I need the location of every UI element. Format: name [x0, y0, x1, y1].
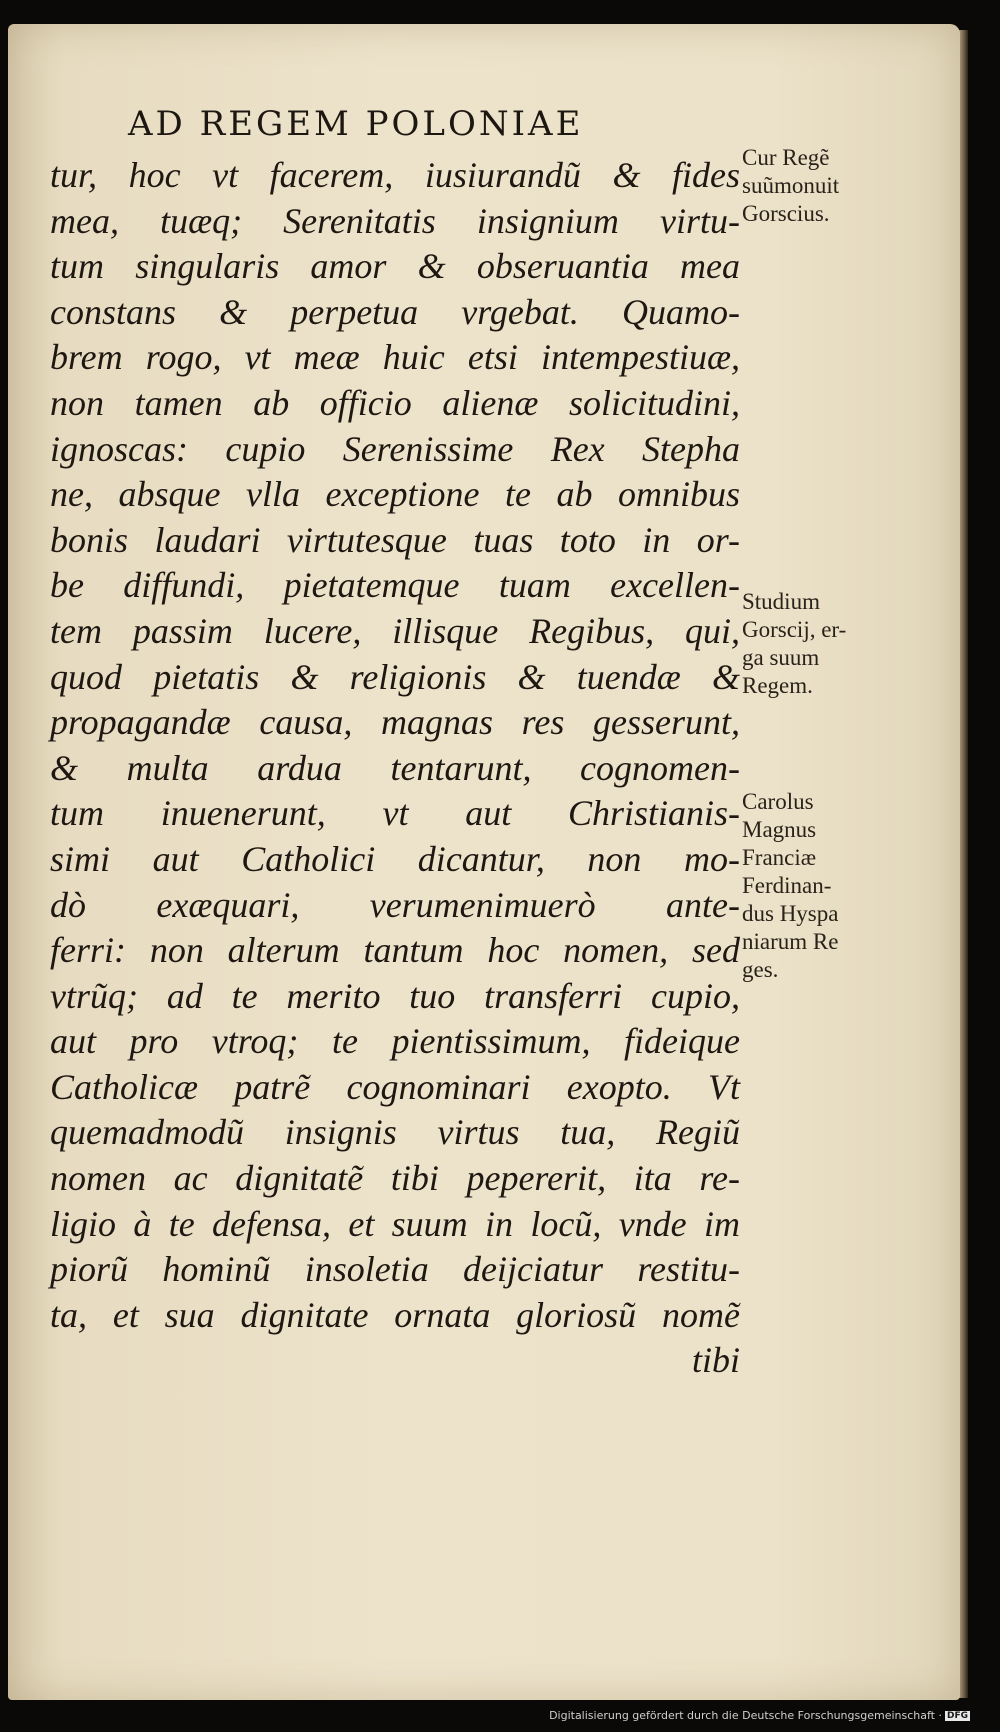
text-line: simi aut Catholici dicantur, non mo- — [50, 838, 740, 879]
text-line: aut pro vtroq; te pientissimum, fideique — [50, 1021, 740, 1062]
text-line: nomen ac dignitatẽ tibi pepererit, ita re- — [50, 1158, 740, 1199]
marginal-line: ges. — [742, 957, 779, 982]
text-line: tum inuenerunt, vt aut Christianis- — [50, 793, 740, 834]
text-line: propagandæ causa, magnas res gesserunt, — [50, 702, 740, 743]
footer-text: Digitalisierung gefördert durch die Deutsche Forschungsgemeinschaft · — [549, 1709, 942, 1722]
text-line: tum singularis amor & obseruantia mea — [50, 246, 740, 287]
text-line: quemadmodũ insignis virtus tua, Regiũ — [50, 1112, 740, 1153]
marginal-line: Carolus — [742, 789, 814, 814]
text-line: ne, absque vlla exceptione te ab omnibus — [50, 474, 740, 515]
marginal-note-2 — [742, 588, 846, 700]
marginal-line: Studium — [742, 589, 820, 614]
text-line: & multa ardua tentarunt, cognomen- — [50, 747, 740, 788]
text-line: Catholicæ patrẽ cognominari exopto. Vt — [50, 1066, 740, 1107]
marginal-line: dus Hyspa — [742, 901, 839, 926]
marginal-line: Regem. — [742, 673, 813, 698]
main-text-block — [50, 153, 740, 1384]
text-line: brem rogo, vt meæ huic etsi intempestiuæ, — [50, 337, 740, 378]
marginal-line: Magnus — [742, 817, 817, 842]
dfg-logo: DFG — [946, 1711, 968, 1721]
text-line: mea, tuæq; Serenitatis insignium virtu- — [50, 200, 740, 241]
marginal-line: Gorscius. — [742, 201, 830, 226]
text-line: ignoscas: cupio Serenissime Rex Stepha — [50, 428, 740, 469]
marginal-line: Ferdinan- — [742, 873, 832, 898]
marginal-line: suũmonuit — [742, 173, 840, 198]
text-line: ta, et sua dignitate ornata gloriosũ nomẽ — [50, 1294, 740, 1335]
text-line: vtrũq; ad te merito tuo transferri cupio, — [50, 975, 740, 1016]
marginal-note-3 — [742, 788, 838, 984]
digitization-footer — [549, 1709, 970, 1722]
text-line: tur, hoc vt facerem, iusiurandũ & fides — [50, 155, 740, 195]
text-line: bonis laudari virtutesque tuas toto in or- — [50, 519, 740, 560]
text-line: constans & perpetua vrgebat. Quamo- — [50, 291, 740, 332]
text-line: ligio à te defensa, et suum in locũ, vnde im — [50, 1203, 740, 1244]
marginal-line: Cur Regẽ — [742, 145, 830, 170]
marginal-line: Gorscij, er- — [742, 617, 847, 642]
running-head: AD REGEM POLONIAE — [128, 104, 584, 144]
text-line: dò exæquari, verumenimuerò ante- — [50, 884, 740, 925]
text-line: ferri: non alterum tantum hoc nomen, sed — [50, 930, 740, 971]
text-line: piorũ hominũ insoletia deijciatur restitu- — [50, 1249, 740, 1290]
text-line: quod pietatis & religionis & tuendæ & — [50, 656, 740, 697]
marginal-line: Franciæ — [742, 845, 817, 870]
marginal-note-1 — [742, 144, 839, 228]
text-line: non tamen ab officio alienæ solicitudini, — [50, 382, 740, 423]
text-line: tem passim lucere, illisque Regibus, qui, — [50, 610, 740, 651]
text-line: be diffundi, pietatemque tuam excellen- — [50, 565, 740, 606]
marginal-line: ga suum — [742, 645, 820, 670]
catchword: tibi — [691, 1340, 740, 1381]
marginal-line: niarum Re — [742, 929, 839, 954]
